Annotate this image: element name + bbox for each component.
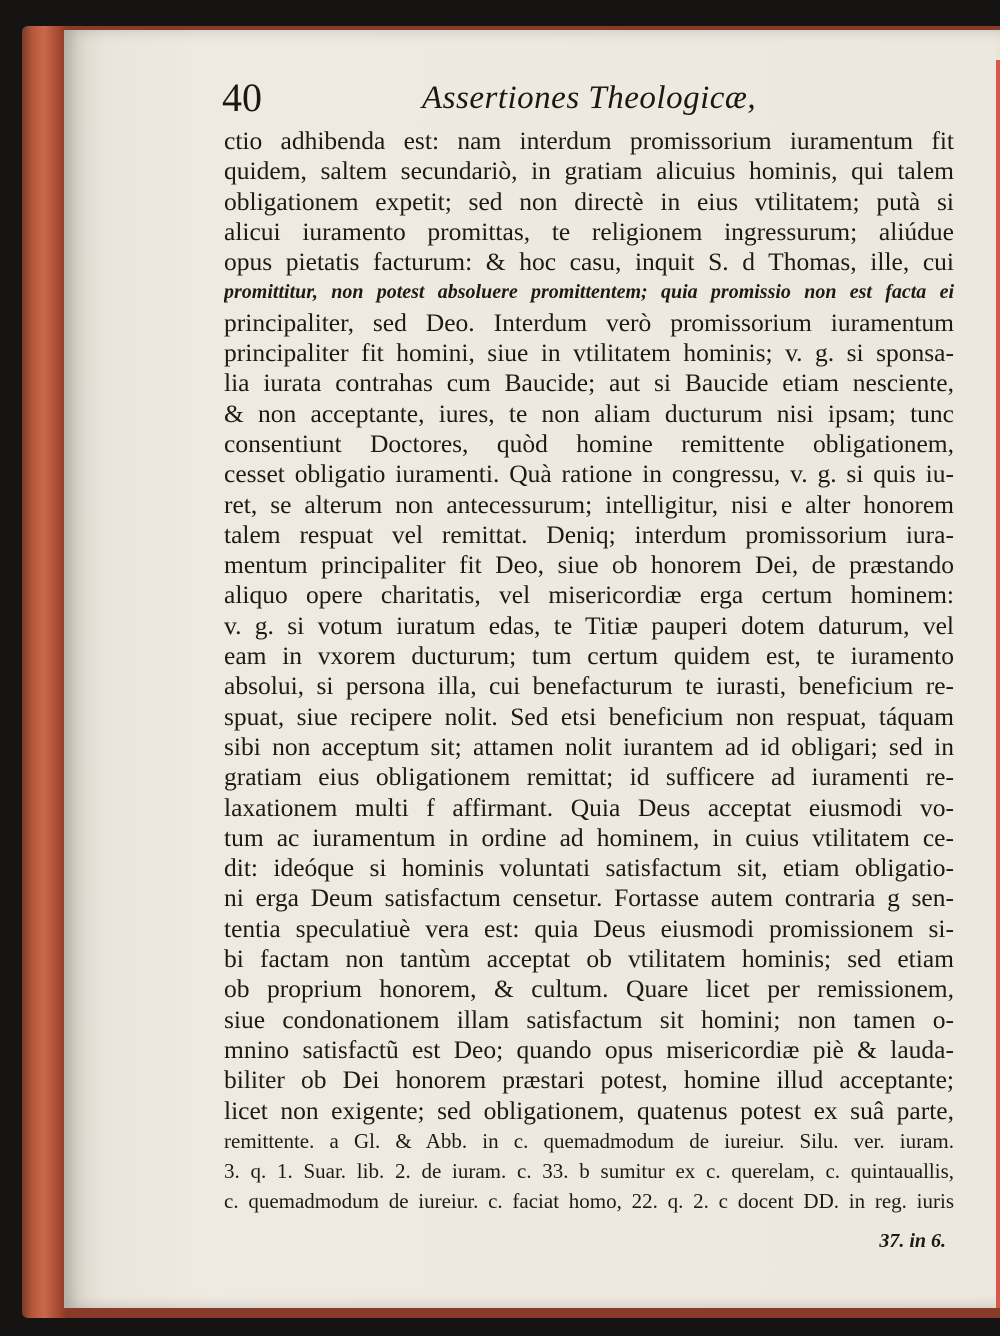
page-red-edge: [996, 60, 1000, 1308]
text-line: sibi non acceptum sit; attamen nolit iurantem ad id obligari; sed in: [224, 731, 954, 761]
text-line: ctio adhibenda est: nam interdum promissorium iuramentum fit: [224, 126, 954, 155]
text-line: talem respuat vel remittat. Deniq; interdum promissorium iura-: [224, 519, 954, 549]
text-line: c. quemadmodum de iureiur. c. faciat homo, 22. q. 2. c docent DD. in reg. iuris: [224, 1189, 954, 1214]
text-line: tum ac iuramentum in ordine ad hominem, in cuius vtilitatem ce-: [224, 822, 954, 852]
text-line: lia iurata contrahas cum Baucide; aut si Baucide etiam nesciente,: [224, 368, 954, 398]
running-title: Assertiones Theologicæ,: [422, 80, 757, 116]
text-line: principaliter fit homini, siue in vtilitatem hominis; v. g. si sponsa-: [224, 338, 954, 368]
text-line: quidem, saltem secundariò, in gratiam alicuius hominis, qui talem: [224, 156, 954, 186]
text-line: consentiunt Doctores, quòd homine remittente obligationem,: [224, 428, 954, 458]
text-line: remittente. a Gl. & Abb. in c. quemadmodum de iureiur. Silu. ver. iuram.: [224, 1128, 954, 1153]
text-line: laxationem multi f affirmant. Quia Deus acceptat eiusmodi vo-: [224, 792, 954, 822]
text-line: v. g. si votum iuratum edas, te Titiæ pauperi dotem daturum, vel: [224, 610, 954, 640]
text-line: & non acceptante, iures, te non aliam ducturum nisi ipsam; tunc: [224, 398, 954, 428]
text-line: siue condonationem illam satisfactum sit homini; non tamen o-: [224, 1004, 954, 1034]
text-line: alicui iuramento promittas, te religionem ingressurum; aliúdue: [224, 216, 954, 246]
text-line: biliter ob Dei honorem præstari potest, homine illud acceptante;: [224, 1065, 954, 1095]
text-line: obligationem expetit; sed non directè in eius vtilitatem; putà si: [224, 186, 954, 216]
page-number: 40: [222, 75, 262, 120]
text-line: ob proprium honorem, & cultum. Quare licet per remissionem,: [224, 974, 954, 1004]
text-line: promittitur, non potest absoluere promittentem; quia promissio non est facta ei: [224, 281, 954, 304]
text-line: bi factam non tantùm acceptat ob vtilitatem hominis; sed etiam: [224, 944, 954, 974]
text-line: gratiam eius obligationem remittat; id sufficere ad iuramenti re-: [224, 762, 954, 792]
text-line: aliquo opere charitatis, vel misericordiæ erga certum hominem:: [224, 580, 954, 610]
page-header: [222, 74, 782, 124]
text-line: ni erga Deum satisfactum censetur. Fortasse autem contraria g sen-: [224, 883, 954, 913]
text-line: cesset obligatio iuramenti. Quà ratione in congressu, v. g. si quis iu-: [224, 459, 954, 489]
text-line: dit: ideóque si hominis voluntati satisfactum sit, etiam obligatio-: [224, 853, 954, 883]
text-line: spuat, siue recipere nolit. Sed etsi beneficium non respuat, táquam: [224, 701, 954, 731]
text-block: [224, 126, 954, 1217]
text-line: absolui, si persona illa, cui benefacturum te iurasti, beneficium re-: [224, 671, 954, 701]
text-line: mnino satisfactũ est Deo; quando opus misericordiæ piè & lauda-: [224, 1034, 954, 1064]
text-line: 3. q. 1. Suar. lib. 2. de iuram. c. 33. b sumitur ex c. querelam, c. quintauallis,: [224, 1159, 954, 1184]
text-line: licet non exigente; sed obligationem, quatenus potest ex suâ parte,: [224, 1095, 954, 1125]
catchword: 37. in 6.: [879, 1230, 946, 1252]
text-line: eam in vxorem ducturum; tum certum quidem est, te iuramento: [224, 641, 954, 671]
text-line: mentum principaliter fit Deo, siue ob honorem Dei, de præstando: [224, 550, 954, 580]
text-line: tentia speculatiuè vera est: quia Deus eiusmodi promissionem si-: [224, 913, 954, 943]
text-line: opus pietatis facturum: & hoc casu, inquit S. d Thomas, ille, cui: [224, 247, 954, 277]
text-line: principaliter, sed Deo. Interdum verò promissorium iuramentum: [224, 307, 954, 337]
text-line: ret, se alterum non antecessurum; intelligitur, nisi e alter honorem: [224, 489, 954, 519]
